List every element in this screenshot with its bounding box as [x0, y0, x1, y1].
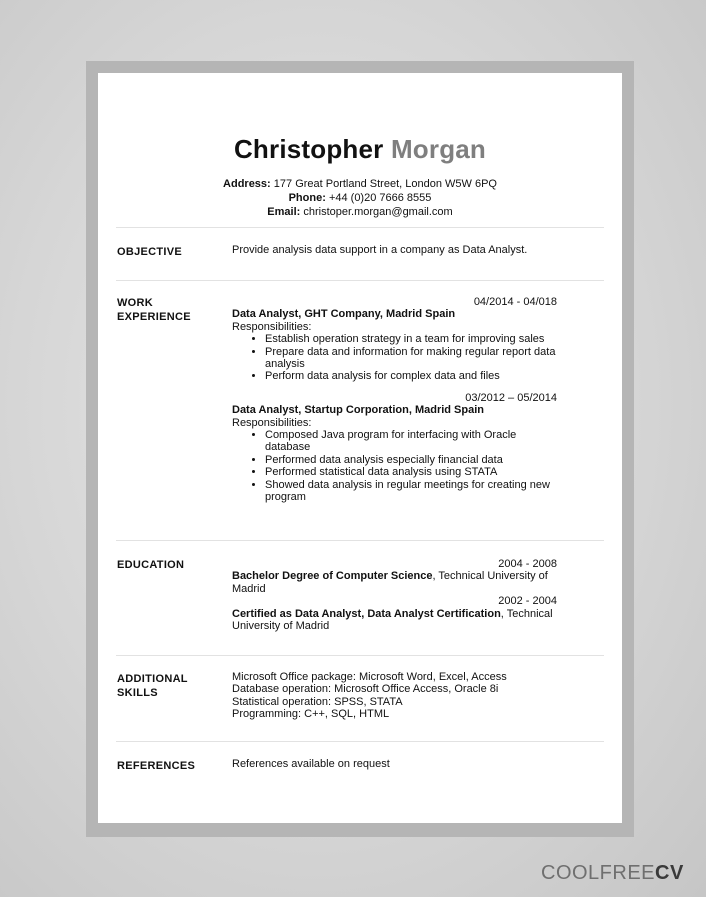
- label-line: WORK: [117, 297, 154, 309]
- job-dates: 04/2014 - 04/018: [473, 296, 557, 308]
- education-dates: 2004 - 2008: [498, 558, 557, 570]
- certification-name: Data Analyst Certification: [367, 607, 501, 620]
- label-line: EXPERIENCE: [117, 311, 191, 323]
- job-entry: [232, 296, 557, 383]
- address-value: 177 Great Portland Street, London W5W 6PQ: [273, 178, 497, 190]
- email-value[interactable]: christoper.morgan@gmail.com: [303, 206, 453, 218]
- responsibilities-list: [232, 333, 557, 383]
- list-item: • Perform data analysis for complex data and files: [265, 370, 557, 382]
- responsibilities-label: Responsibilities:: [232, 416, 312, 429]
- last-name: Morgan: [390, 134, 487, 164]
- section-label-work-experience: [117, 296, 217, 324]
- skill-line: Database operation: Microsoft Office Access, Oracle 8i: [232, 683, 499, 696]
- education-entry: [232, 595, 557, 632]
- institution-name: , Technical University of Madrid: [232, 570, 548, 595]
- logo-text-light: COOLFREE: [541, 862, 656, 884]
- skill-line: Statistical operation: SPSS, STATA: [232, 695, 403, 708]
- label-line: SKILLS: [117, 687, 158, 699]
- education-description: [232, 570, 557, 595]
- section-divider: [116, 540, 604, 541]
- section-label-objective: OBJECTIVE: [117, 246, 183, 258]
- section-label-education: EDUCATION: [117, 559, 185, 571]
- phone-value: +44 (0)20 7666 8555: [328, 192, 432, 204]
- skills-content: [232, 671, 557, 721]
- first-name: Christopher: [233, 134, 384, 164]
- list-item: • Performed statistical data analysis using STATA: [265, 466, 557, 478]
- contact-block: [98, 177, 622, 219]
- section-divider: [116, 227, 604, 228]
- education-entry: [232, 558, 557, 595]
- email-label: Email:: [267, 206, 301, 218]
- section-divider: [116, 741, 604, 742]
- address-line: [98, 177, 622, 191]
- coolfreecv-logo: [541, 862, 684, 885]
- list-item: • Prepare data and information for making regular report data analysis: [265, 346, 557, 371]
- skill-line: Microsoft Office package: Microsoft Word, Excel, Access: [232, 671, 507, 683]
- skill-line: Programming: C++, SQL, HTML: [232, 708, 390, 721]
- institution-name: , Technical University of Madrid: [232, 607, 553, 633]
- document-frame: [86, 61, 634, 837]
- phone-line: [98, 191, 622, 205]
- job-title: Data Analyst, Startup Corporation, Madrid Spain: [232, 404, 485, 417]
- section-divider: [116, 280, 604, 281]
- label-line: ADDITIONAL: [117, 673, 188, 685]
- responsibilities-label: Responsibilities:: [232, 320, 312, 333]
- section-divider: [116, 655, 604, 656]
- degree-name: Certified as Data Analyst: [232, 607, 362, 620]
- candidate-name: [98, 134, 622, 165]
- email-line: [98, 205, 622, 219]
- job-dates: 03/2012 – 05/2014: [465, 391, 557, 404]
- responsibilities-list: [232, 429, 557, 503]
- list-item: • Showed data analysis in regular meetings for creating new program: [265, 479, 557, 504]
- phone-label: Phone:: [288, 192, 326, 204]
- address-label: Address:: [223, 178, 271, 190]
- education-description: [232, 608, 557, 633]
- job-title: Data Analyst, GHT Company, Madrid Spain: [232, 308, 456, 321]
- list-item: • Establish operation strategy in a team for improving sales: [265, 333, 557, 345]
- list-item: • Composed Java program for interfacing with Oracle database: [265, 429, 557, 454]
- education-content: [232, 558, 557, 632]
- resume-page: [98, 73, 622, 823]
- section-label-additional-skills: [117, 672, 217, 700]
- section-label-references: REFERENCES: [117, 760, 196, 772]
- references-text: References available on request: [232, 758, 390, 770]
- education-dates: 2002 - 2004: [498, 595, 557, 608]
- work-experience-content: [232, 296, 557, 504]
- list-item: • Performed data analysis especially financial data: [265, 454, 557, 466]
- objective-text: Provide analysis data support in a company as Data Analyst.: [232, 244, 528, 256]
- separator: ,: [361, 607, 368, 620]
- job-entry: [232, 392, 557, 504]
- degree-name: Bachelor Degree of Computer Science: [232, 570, 433, 583]
- logo-text-bold: CV: [655, 862, 684, 884]
